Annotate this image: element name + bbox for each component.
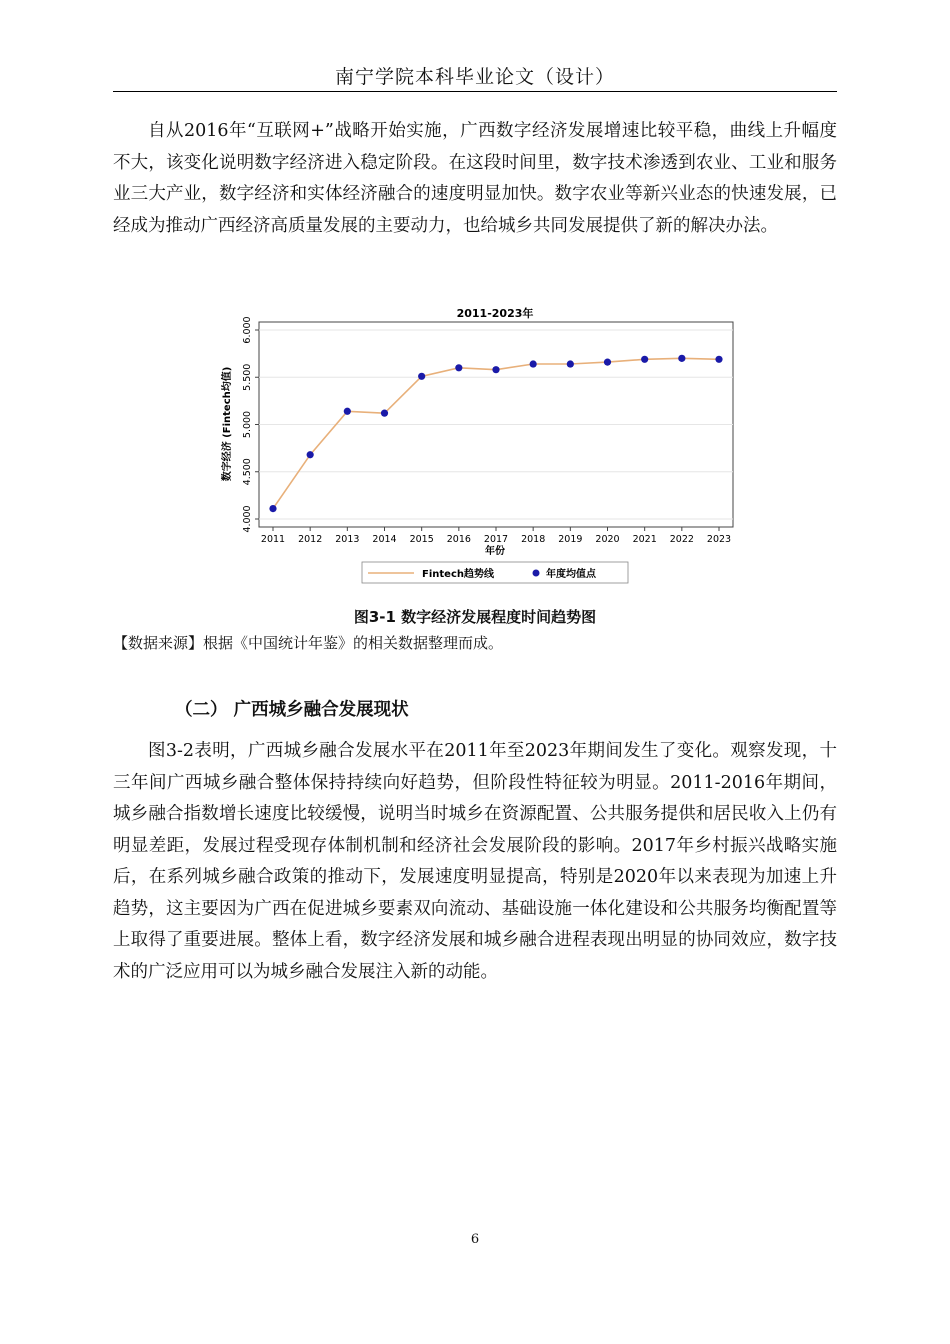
- data-point: [715, 356, 722, 363]
- x-tick-label: 2020: [595, 534, 620, 545]
- data-point: [567, 360, 574, 367]
- x-tick-label: 2012: [298, 534, 323, 545]
- data-point: [307, 451, 314, 458]
- legend-point-label: 年度均值点: [546, 569, 596, 580]
- data-point: [455, 364, 462, 371]
- paragraph-2: 图3-2表明，广西城乡融合发展水平在2011年至2023年期间发生了变化。观察发现，十三年间广西城乡融合整体保持持续向好趋势，但阶段性特征较为明显。2011-2016年期间，城乡融合指数增长速度比较缓慢，说明当时城乡在资源配置、公共服务提供和居民收入上仍有明显差距，发展过程受现存体制机制和经济社会发展阶段的影响。2017年乡村振兴战略实施后，在系列城乡融合政策的推动下，发展速度明显提高，特别是2020年以来表现为加速上升趋势，这主要因为广西在促进城乡要素双向流动、基础设施一体化建设和公共服务均衡配置等上取得了重要进展。整体上看，数字经济发展和城乡融合进程表现出明显的协同效应，数字技术的广泛应用可以为城乡融合发展注入新的动能。: [113, 741, 837, 982]
- data-point: [641, 356, 648, 363]
- x-tick-label: 2011: [260, 534, 286, 545]
- data-point: [269, 505, 276, 512]
- x-tick-label: 2019: [558, 534, 583, 545]
- data-point: [381, 410, 388, 417]
- y-tick-label: 4.000: [242, 505, 253, 533]
- chart-title: 2011-2023年: [456, 307, 534, 320]
- chart-svg: [218, 302, 736, 592]
- trend-chart: [218, 302, 736, 592]
- x-tick-layer: [261, 527, 731, 545]
- figure-caption: 图3-1 数字经济发展程度时间趋势图: [353, 608, 597, 626]
- x-tick-label: 2017: [483, 534, 509, 545]
- x-tick-label: 2015: [409, 534, 434, 545]
- y-tick-label: 5.000: [242, 410, 253, 439]
- data-point: [678, 355, 685, 362]
- data-point: [344, 408, 351, 415]
- y-tick-label: 5.500: [242, 363, 253, 391]
- x-tick-label: 2014: [372, 534, 397, 545]
- legend-line-label: Fintech趋势线: [422, 569, 494, 580]
- x-tick-label: 2021: [632, 534, 657, 545]
- x-tick-label: 2016: [446, 534, 471, 545]
- data-point: [418, 373, 425, 380]
- legend: [362, 562, 628, 583]
- x-axis-label: 年份: [485, 546, 505, 557]
- header-rule: [113, 91, 837, 92]
- y-tick-label: 4.500: [242, 458, 253, 486]
- page-number: 6: [470, 1232, 480, 1247]
- x-tick-label: 2018: [521, 534, 546, 545]
- x-tick-label: 2022: [669, 534, 694, 545]
- x-tick-label: 2023: [706, 534, 732, 545]
- legend-point-swatch: [533, 570, 540, 577]
- data-point: [530, 360, 537, 367]
- y-tick-layer: [242, 316, 259, 532]
- section-heading: （二） 广西城乡融合发展现状: [175, 700, 409, 720]
- data-point: [604, 359, 611, 366]
- y-tick-label: 6.000: [242, 316, 253, 344]
- paragraph-1: 自从2016年“互联网+”战略开始实施，广西数字经济发展增速比较平稳，曲线上升幅度不大，该变化说明数字经济进入稳定阶段。在这段时间里，数字技术渗透到农业、工业和服务业三大产业，数字经济和实体经济融合的速度明显加快。数字农业等新兴业态的快速发展，已经成为推动广西经济高质量发展的主要动力，也给城乡共同发展提供了新的解决办法。: [113, 121, 837, 236]
- page-header: 南宁学院本科毕业论文（设计）: [334, 66, 615, 88]
- data-source-note: 【数据来源】根据《中国统计年鉴》的相关数据整理而成。: [113, 634, 504, 652]
- y-axis-label: 数字经济 (Fintech均值): [222, 366, 233, 482]
- data-point: [492, 366, 499, 373]
- x-tick-label: 2013: [335, 534, 360, 545]
